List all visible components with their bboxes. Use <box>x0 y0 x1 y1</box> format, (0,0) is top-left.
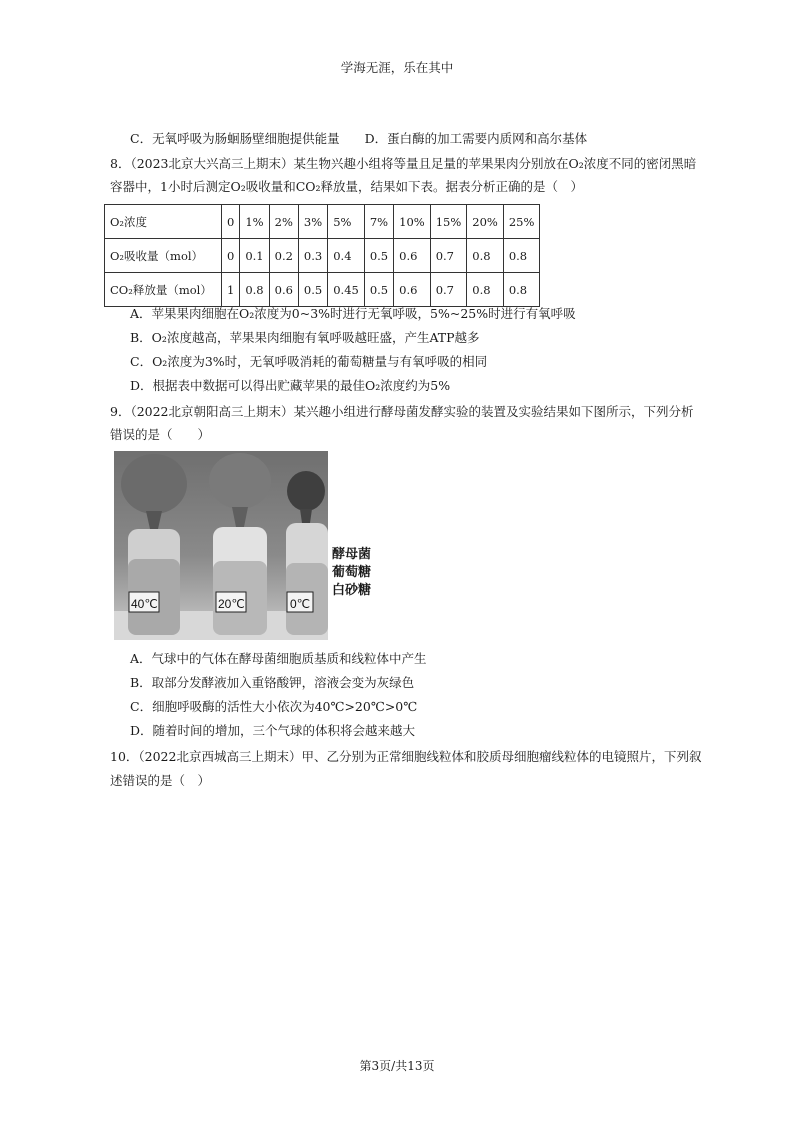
table-cell: 0.7 <box>430 273 467 307</box>
table-cell: 0.45 <box>328 273 365 307</box>
balloon-0 <box>287 471 325 511</box>
table-cell: 0.8 <box>467 273 504 307</box>
q8-stem-line1: 8．（2023北京大兴高三上期末）某生物兴趣小组将等量且足量的苹果果肉分别放在O₂浓度不同的密闭黑暗 <box>110 156 697 171</box>
q8-stem-line2: 容器中，1小时后测定O₂吸收量和CO₂释放量，结果如下表。据表分析正确的是（ ） <box>110 179 584 194</box>
table-row <box>105 273 540 307</box>
q8-option-b: B．O₂浓度越高，苹果果肉细胞有氧呼吸越旺盛，产生ATP越多 <box>130 330 480 345</box>
fermentation-photo <box>114 451 328 640</box>
table-cell: 0.6 <box>394 273 431 307</box>
table-cell: 0.2 <box>269 239 298 273</box>
temp-label-0: 0℃ <box>290 597 311 611</box>
table-cell: 0.8 <box>240 273 269 307</box>
table-cell: 0.1 <box>240 239 269 273</box>
label-yeast: 酵母菌 <box>332 547 372 562</box>
table-cell: 0 <box>222 239 240 273</box>
balloon-20 <box>209 453 271 509</box>
table-cell: 0.5 <box>298 273 327 307</box>
fermentation-illustration <box>114 451 328 640</box>
q10-stem-line2: 述错误的是（ ） <box>110 773 211 788</box>
table-cell: 20% <box>467 205 504 239</box>
q9-option-c: C．细胞呼吸酶的活性大小依次为40℃>20℃>0℃ <box>130 699 418 714</box>
table-cell: 0.8 <box>503 239 540 273</box>
table-cell: 0.6 <box>269 273 298 307</box>
table-cell: 1% <box>240 205 269 239</box>
table-cell: 0.8 <box>503 273 540 307</box>
table-cell: 7% <box>364 205 393 239</box>
table-cell: 0.3 <box>298 239 327 273</box>
table-row <box>105 239 540 273</box>
table-cell: 0.4 <box>328 239 365 273</box>
q10-stem-line1: 10．（2022北京西城高三上期末）甲、乙分别为正常细胞线粒体和胶质母细胞瘤线粒体的电镜照片，下列叙 <box>110 749 702 764</box>
row-label: CO₂释放量（mol） <box>105 273 222 307</box>
table-cell: 3% <box>298 205 327 239</box>
table-cell: 25% <box>503 205 540 239</box>
q9-stem-line1: 9．（2022北京朝阳高三上期末）某兴趣小组进行酵母菌发酵实验的装置及实验结果如下图所示，下列分析 <box>110 404 694 419</box>
q9-stem-line2: 错误的是（ ） <box>110 427 211 442</box>
q8-option-c: C．O₂浓度为3%时，无氧呼吸消耗的葡萄糖量与有氧呼吸的相同 <box>130 354 488 369</box>
table-cell: 15% <box>430 205 467 239</box>
balloon-40 <box>121 454 187 514</box>
table-cell: 1 <box>222 273 240 307</box>
table-cell: 10% <box>394 205 431 239</box>
row-label: O₂吸收量（mol） <box>105 239 222 273</box>
table-cell: 0.8 <box>467 239 504 273</box>
label-glucose: 葡萄糖 <box>332 565 372 580</box>
page-header: 学海无涯，乐在其中 <box>340 60 454 75</box>
temp-label-40: 40℃ <box>131 597 158 611</box>
table-cell: 2% <box>269 205 298 239</box>
table-cell: 0.5 <box>364 273 393 307</box>
table-cell: 5% <box>328 205 365 239</box>
q7-options-cd: C．无氧呼吸为肠蛔肠壁细胞提供能量 D．蛋白酶的加工需要内质网和高尔基体 <box>130 131 588 146</box>
table-row <box>105 205 540 239</box>
table-cell: 0.7 <box>430 239 467 273</box>
label-sugar: 白砂糖 <box>332 583 372 598</box>
q9-option-d: D．随着时间的增加，三个气球的体积将会越来越大 <box>130 723 416 738</box>
q9-option-a: A．气球中的气体在酵母菌细胞质基质和线粒体中产生 <box>130 651 427 666</box>
table-cell: 0.6 <box>394 239 431 273</box>
table-cell: 0 <box>222 205 240 239</box>
q8-option-a: A．苹果果肉细胞在O₂浓度为0~3%时进行无氧呼吸，5%~25%时进行有氧呼吸 <box>130 306 576 321</box>
photo-ingredient-labels <box>332 546 371 600</box>
page-footer: 第3页/共13页 <box>359 1059 435 1073</box>
q8-data-table <box>104 204 540 307</box>
row-label: O₂浓度 <box>105 205 222 239</box>
q9-option-b: B．取部分发酵液加入重铬酸钾，溶液会变为灰绿色 <box>130 675 415 690</box>
q8-option-d: D．根据表中数据可以得出贮藏苹果的最佳O₂浓度约为5% <box>130 378 451 393</box>
table-cell: 0.5 <box>364 239 393 273</box>
temp-label-20: 20℃ <box>218 597 245 611</box>
